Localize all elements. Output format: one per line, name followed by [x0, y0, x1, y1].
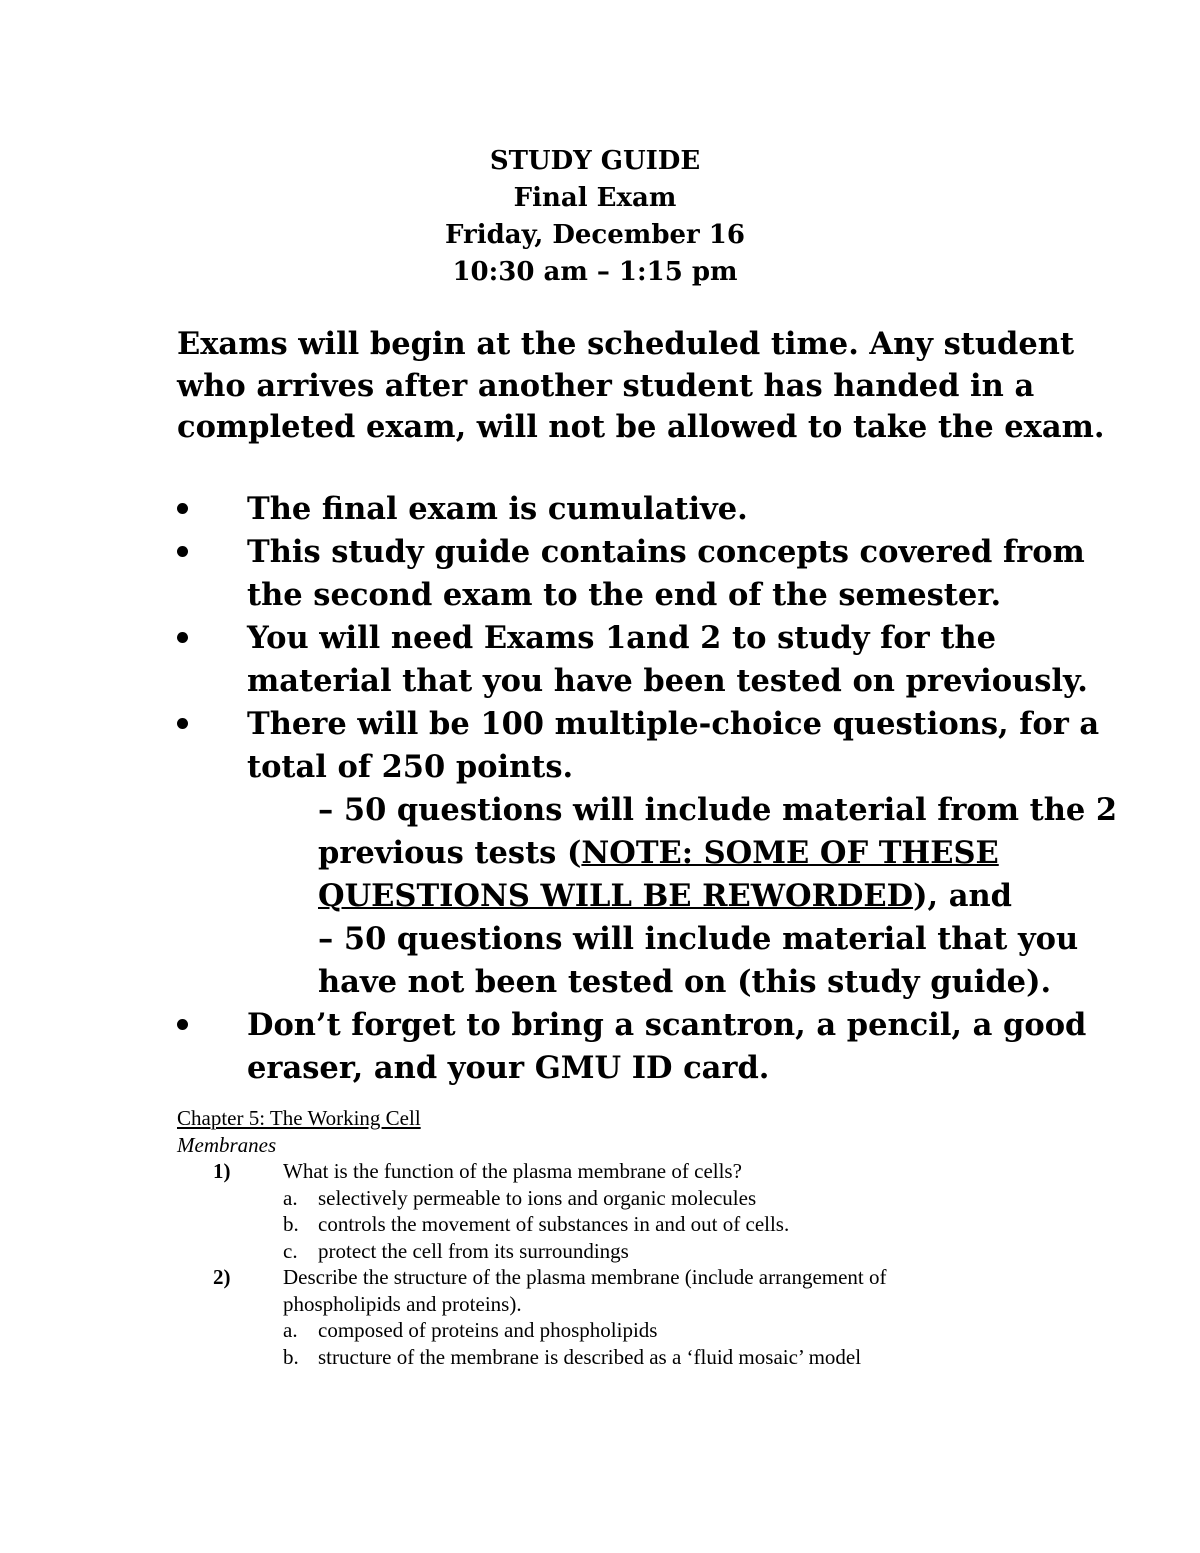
bullet-dot-icon	[177, 632, 188, 643]
exam-time: 10:30 am – 1:15 pm	[452, 257, 738, 287]
bullet-text: There will be 100 multiple-choice questions, for a	[247, 706, 1100, 742]
question-item	[177, 1264, 1077, 1317]
option-letter: b.	[283, 1344, 299, 1369]
answer-option	[177, 1238, 1077, 1265]
exam-date: Friday, December 16	[445, 220, 745, 250]
bullet-text: total of 250 points.	[247, 749, 574, 785]
answer-option	[177, 1211, 1077, 1238]
option-text: composed of proteins and phospholipids	[318, 1318, 658, 1342]
intro-line: who arrives after another student has handed in a	[177, 367, 1035, 404]
answer-option	[177, 1317, 1077, 1344]
answer-option	[177, 1185, 1077, 1212]
bullet-item	[177, 531, 1085, 617]
bullet-text: The final exam is cumulative.	[247, 491, 748, 527]
bullet-dot-icon	[177, 718, 188, 729]
question-number: 2)	[213, 1265, 231, 1289]
bullet-list	[177, 488, 1118, 1090]
sub-item-text: have not been tested on (this study guide).	[318, 964, 1052, 1000]
chapter-section	[177, 1105, 1077, 1370]
bullet-text: Don’t forget to bring a scantron, a pencil, a good	[247, 1007, 1087, 1043]
document-header	[0, 143, 1190, 291]
option-letter: b.	[283, 1212, 299, 1236]
note-underlined: NOTE: SOME OF THESE	[581, 835, 999, 871]
option-letter: c.	[283, 1238, 298, 1263]
bullet-text: material that you have been tested on previously.	[247, 663, 1088, 699]
option-text: structure of the membrane is described as a ‘fluid mosaic’ model	[318, 1344, 862, 1369]
document-title: STUDY GUIDE	[489, 146, 701, 176]
intro-line: Exams will begin at the scheduled time. Any student	[177, 326, 1075, 362]
chapter-title: Chapter 5: The Working Cell	[177, 1106, 421, 1130]
option-text: protect the cell from its surroundings	[318, 1238, 629, 1263]
exam-name: Final Exam	[513, 183, 677, 213]
sub-item-text	[318, 875, 1077, 918]
section-label: Membranes	[177, 1132, 277, 1157]
sub-item-text	[318, 832, 1077, 875]
note-underlined: QUESTIONS WILL BE REWORDED	[318, 878, 914, 914]
bullet-text: the second exam to the end of the semester.	[247, 577, 1002, 613]
sub-item-text: – 50 questions will include material from the 2	[318, 792, 1118, 828]
answer-option	[177, 1344, 1077, 1371]
bullet-item	[177, 617, 1088, 703]
question-item	[177, 1158, 1077, 1185]
bullet-text: eraser, and your GMU ID card.	[247, 1050, 770, 1086]
bullet-item	[177, 1004, 1087, 1090]
sub-item-suffix: ), and	[913, 878, 1013, 914]
bullet-text: You will need Exams 1and 2 to study for the	[247, 620, 996, 656]
bullet-dot-icon	[177, 546, 188, 557]
intro-paragraph	[177, 324, 1105, 449]
option-text: selectively permeable to ions and organic molecules	[318, 1185, 757, 1210]
option-text: controls the movement of substances in and out of cells.	[318, 1212, 790, 1236]
bullet-dot-icon	[177, 1019, 188, 1030]
bullet-dot-icon	[177, 503, 188, 514]
question-text: Describe the structure of the plasma membrane (include arrangement of	[283, 1265, 887, 1289]
option-letter: a.	[283, 1318, 298, 1342]
sub-item-text: – 50 questions will include material that you	[318, 921, 1079, 957]
bullet-item	[177, 703, 1118, 1004]
option-letter: a.	[283, 1185, 298, 1210]
intro-line: completed exam, will not be allowed to take the exam.	[177, 409, 1105, 445]
bullet-text: This study guide contains concepts covered from	[247, 534, 1085, 570]
bullet-item	[177, 488, 1077, 531]
sub-list	[247, 789, 1118, 1004]
sub-item-prefix: previous tests (	[318, 835, 582, 871]
question-number: 1)	[213, 1159, 231, 1183]
question-text: phospholipids and proteins).	[283, 1291, 522, 1316]
question-text: What is the function of the plasma membrane of cells?	[283, 1159, 742, 1183]
